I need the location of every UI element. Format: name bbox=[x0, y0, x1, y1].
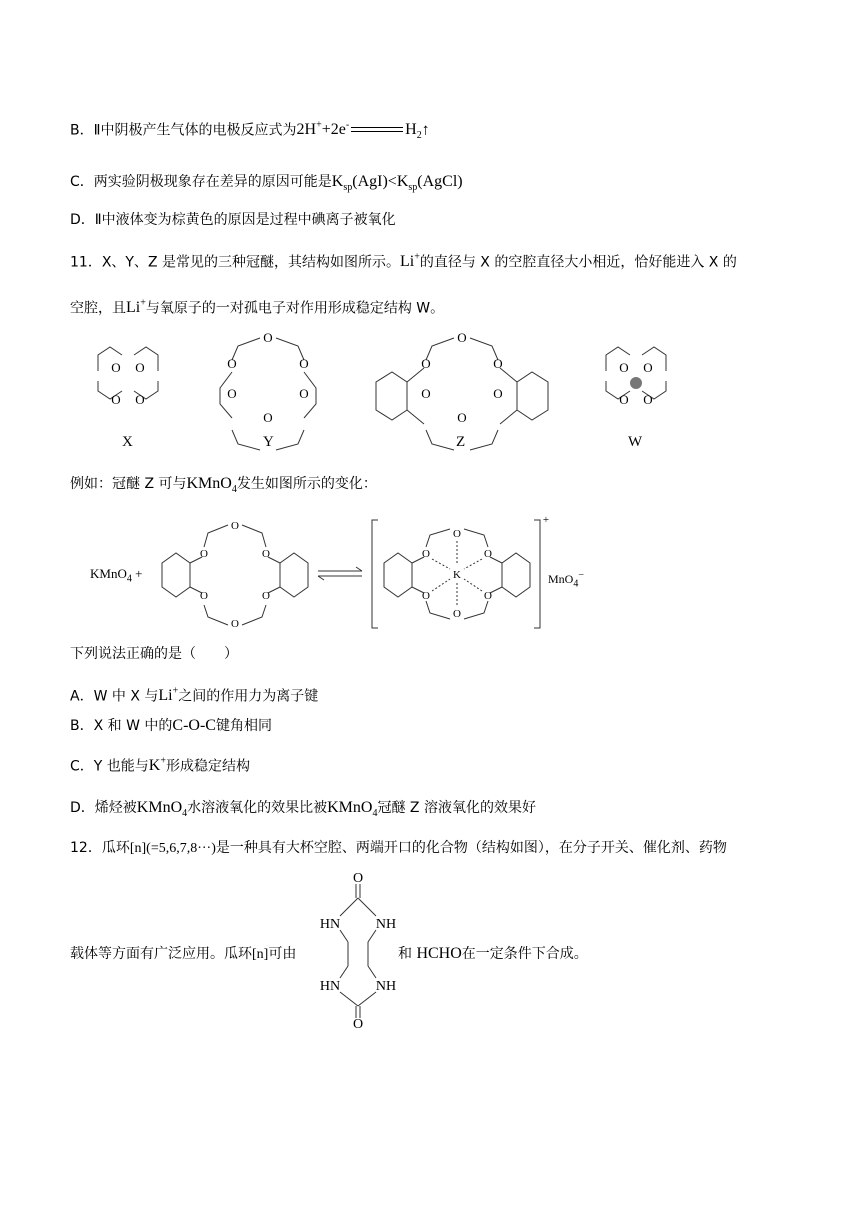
potassium-center: K bbox=[453, 569, 461, 581]
q11-line2: 空腔，且Li+与氧原子的一对孤电子对作用形成稳定结构 W。 bbox=[70, 298, 445, 317]
reaction-reagent: KMnO$_4$ + bbox=[90, 566, 143, 585]
svg-text:O: O bbox=[352, 1017, 364, 1030]
svg-text:O: O bbox=[231, 618, 239, 630]
svg-text:O: O bbox=[493, 386, 503, 401]
q11-option-a: A．W 中 X 与Li+之间的作用力为离子键 bbox=[70, 686, 319, 705]
svg-text:HN: HN bbox=[319, 979, 341, 994]
svg-text:O: O bbox=[231, 520, 239, 532]
svg-text:O: O bbox=[457, 330, 467, 345]
structure-w bbox=[606, 347, 666, 399]
svg-text:O: O bbox=[135, 392, 145, 407]
svg-text:O: O bbox=[643, 392, 653, 407]
svg-text:O: O bbox=[422, 548, 430, 560]
svg-text:NH: NH bbox=[375, 979, 397, 994]
q11-option-b: B．X 和 W 中的C-O-C键角相同 bbox=[70, 717, 272, 734]
svg-text:O: O bbox=[227, 386, 237, 401]
option-d-line: D．Ⅱ中液体变为棕黄色的原因是过程中碘离子被氧化 bbox=[70, 212, 396, 228]
svg-text:O: O bbox=[135, 360, 145, 375]
svg-text:O: O bbox=[422, 590, 430, 602]
q11-option-d: D．烯烃被KMnO$_4$水溶液氧化的效果比被KMnO$_4$冠醚 Z 溶液氧化的效果好 bbox=[70, 799, 536, 820]
ksp-expression: $K_{sp}(AgI)<K_{sp}(AgCl)$ bbox=[331, 173, 463, 194]
svg-text:O: O bbox=[263, 410, 273, 425]
kmno4-formula: KMnO$_4$ bbox=[186, 475, 237, 496]
option-b-line bbox=[70, 116, 800, 147]
svg-text:O: O bbox=[484, 548, 492, 560]
svg-text:O: O bbox=[619, 392, 629, 407]
svg-text:O: O bbox=[111, 360, 121, 375]
svg-text:HN: HN bbox=[319, 917, 341, 932]
equals-arrow bbox=[351, 125, 403, 135]
label-y: Y bbox=[263, 434, 274, 450]
lithium-ion-dot bbox=[630, 377, 642, 389]
eq-rhs: $H_2$ bbox=[405, 121, 422, 142]
li-ion: Li+ bbox=[126, 298, 146, 317]
option-c-line bbox=[70, 172, 800, 198]
svg-text:O: O bbox=[421, 386, 431, 401]
structure-x bbox=[98, 347, 158, 399]
svg-text:O: O bbox=[457, 410, 467, 425]
example-line: 例如：冠醚 Z 可与KMnO$_4$发生如图所示的变化： bbox=[70, 475, 377, 496]
svg-text:O: O bbox=[643, 360, 653, 375]
complex-charge: + bbox=[542, 514, 550, 526]
svg-text:O: O bbox=[262, 590, 270, 602]
svg-text:O: O bbox=[453, 608, 461, 620]
svg-text:NH: NH bbox=[375, 917, 397, 932]
svg-text:O: O bbox=[299, 386, 309, 401]
permanganate-anion: MnO$_4$− bbox=[548, 570, 584, 590]
svg-text:O: O bbox=[421, 356, 431, 371]
label-w: W bbox=[628, 434, 643, 450]
q12-line2: 载体等方面有广泛应用。瓜环[n]可由 bbox=[70, 946, 297, 962]
svg-text:O: O bbox=[111, 392, 121, 407]
q12-line1: 12．瓜环[n](=5,6,7,8···)是一种具有大杯空腔、两端开口的化合物（结构如图），在分子开关、催化剂、药物 bbox=[70, 840, 727, 856]
li-ion: Li+ bbox=[400, 252, 420, 271]
svg-text:O: O bbox=[263, 330, 273, 345]
q11-line1: 11．X、Y、Z 是常见的三种冠醚，其结构如图所示。Li+的直径与 X 的空腔直径大小相近，恰好能进入 X 的 bbox=[70, 252, 737, 271]
option-c-prefix: C．两实验阴极现象存在差异的原因可能是 bbox=[70, 174, 332, 190]
svg-text:O: O bbox=[227, 356, 237, 371]
eq-lhs: 2H++2e- bbox=[296, 120, 350, 139]
svg-text:O: O bbox=[200, 590, 208, 602]
svg-text:O: O bbox=[493, 356, 503, 371]
svg-text:O: O bbox=[352, 871, 364, 886]
gas-arrow-icon: ↑ bbox=[421, 121, 430, 139]
svg-text:O: O bbox=[453, 528, 461, 540]
q11-option-c: C．Y 也能与K+形成稳定结构 bbox=[70, 756, 250, 775]
svg-text:O: O bbox=[262, 548, 270, 560]
option-b-prefix: B．Ⅱ中阴极产生气体的电极反应式为 bbox=[70, 122, 297, 139]
n-expression: [n](=5,6,7,8···) bbox=[129, 841, 216, 856]
svg-text:O: O bbox=[484, 590, 492, 602]
svg-text:O: O bbox=[299, 356, 309, 371]
q11-stem: 下列说法正确的是（ ） bbox=[70, 646, 238, 662]
label-z: Z bbox=[456, 434, 466, 450]
reaction-scheme bbox=[0, 505, 860, 635]
svg-text:O: O bbox=[619, 360, 629, 375]
svg-text:O: O bbox=[200, 548, 208, 560]
label-x: X bbox=[122, 434, 133, 450]
q12-line2-cont: 和 HCHO在一定条件下合成。 bbox=[398, 945, 588, 962]
